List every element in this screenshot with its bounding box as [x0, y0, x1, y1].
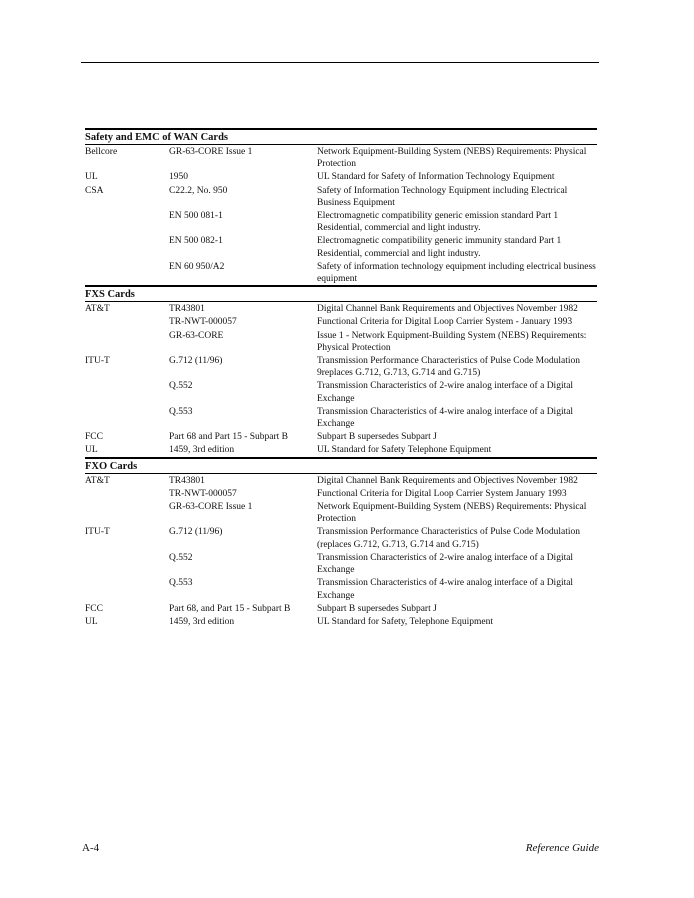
- header-rule: [81, 62, 599, 63]
- organization-cell: [85, 488, 169, 500]
- description-cell: Transmission Performance Characteristics of Pulse Code Modulation 9replaces G.712, G.713, G.714 and G.715): [317, 356, 580, 379]
- table-row: [85, 315, 597, 328]
- description-cell: UL Standard for Safety, Telephone Equipment: [317, 616, 494, 627]
- description-cell: Subpart B supersedes Subpart J: [317, 432, 437, 443]
- organization-cell: [85, 577, 169, 601]
- table-row: [85, 576, 597, 601]
- standards-section: [85, 128, 597, 285]
- organization-cell: ITU-T: [85, 527, 110, 538]
- table-row: [85, 379, 597, 404]
- organization-cell: [85, 330, 169, 354]
- standard-id-cell: 1950: [169, 172, 188, 183]
- organization-cell: [85, 235, 169, 259]
- section-title: FXO Cards: [85, 459, 597, 474]
- standard-id-cell: Q.553: [169, 578, 193, 589]
- section-title: FXS Cards: [85, 287, 597, 302]
- table-row: [85, 260, 597, 285]
- table-row: [85, 234, 597, 259]
- standard-id-cell: GR-63-CORE: [169, 330, 224, 341]
- table-row: [85, 615, 597, 628]
- standard-id-cell: G.712 (11/96): [169, 356, 223, 367]
- table-row: [85, 430, 597, 443]
- organization-cell: CSA: [85, 185, 104, 196]
- organization-cell: [85, 210, 169, 234]
- description-cell: Safety of information technology equipment including electrical business equipment: [317, 261, 596, 285]
- table-row: [85, 184, 597, 209]
- table-row: [85, 602, 597, 615]
- organization-cell: ITU-T: [85, 356, 110, 367]
- table-row: [85, 170, 597, 183]
- organization-cell: UL: [85, 616, 98, 627]
- standard-id-cell: TR43801: [169, 304, 205, 315]
- standard-id-cell: TR-NWT-000057: [169, 317, 237, 328]
- standard-id-cell: Part 68, and Part 15 - Subpart B: [169, 603, 291, 614]
- standard-id-cell: Q.552: [169, 552, 193, 563]
- organization-cell: [85, 316, 169, 328]
- table-row: [85, 551, 597, 576]
- standard-id-cell: Q.553: [169, 406, 193, 417]
- description-cell: Transmission Characteristics of 4-wire analog interface of a Digital Exchange: [317, 406, 574, 430]
- standard-id-cell: EN 60 950/A2: [169, 261, 225, 272]
- standard-id-cell: G.712 (11/96): [169, 527, 223, 538]
- table-row: [85, 354, 597, 379]
- standards-section: [85, 285, 597, 456]
- standard-id-cell: 1459, 3rd edition: [169, 445, 235, 456]
- description-cell: Network Equipment-Building System (NEBS) Requirements: Physical Protection: [317, 147, 587, 170]
- organization-cell: FCC: [85, 603, 103, 614]
- description-cell: Transmission Characteristics of 4-wire analog interface of a Digital Exchange: [317, 578, 574, 601]
- description-cell: Subpart B supersedes Subpart J: [317, 603, 437, 614]
- description-cell: Functional Criteria for Digital Loop Carrier System January 1993: [317, 488, 567, 499]
- table-row: [85, 487, 597, 500]
- table-row: [85, 500, 597, 525]
- organization-cell: FCC: [85, 432, 103, 443]
- organization-cell: AT&T: [85, 475, 110, 486]
- description-cell: UL Standard for Safety Telephone Equipment: [317, 445, 492, 456]
- page-number: A-4: [82, 842, 100, 854]
- organization-cell: AT&T: [85, 304, 110, 315]
- organization-cell: [85, 552, 169, 576]
- standards-section: [85, 457, 597, 628]
- organization-cell: [85, 406, 169, 430]
- section-title: Safety and EMC of WAN Cards: [85, 130, 597, 145]
- table-row: [85, 443, 597, 456]
- organization-cell: [85, 380, 169, 404]
- description-cell: Digital Channel Bank Requirements and Objectives November 1982: [317, 475, 578, 486]
- organization-cell: [85, 261, 169, 285]
- standard-id-cell: Part 68 and Part 15 - Subpart B: [169, 432, 289, 443]
- organization-cell: UL: [85, 445, 98, 456]
- guide-title: Reference Guide: [525, 842, 599, 854]
- description-cell: Transmission Performance Characteristics of Pulse Code Modulation (replaces G.712, G.713, G.714 and G.715): [317, 527, 580, 550]
- organization-cell: [85, 501, 169, 525]
- standard-id-cell: GR-63-CORE Issue 1: [169, 502, 253, 513]
- standard-id-cell: Q.552: [169, 381, 193, 392]
- standard-id-cell: C22.2, No. 950: [169, 185, 228, 196]
- description-cell: Network Equipment-Building System (NEBS) Requirements: Physical Protection: [317, 502, 587, 525]
- description-cell: Electromagnetic compatibility generic immunity standard Part 1 Residential, commercial and light industry.: [317, 236, 562, 259]
- table-row: [85, 145, 597, 170]
- table-row: [85, 329, 597, 354]
- table-row: [85, 302, 597, 315]
- standard-id-cell: EN 500 081-1: [169, 211, 223, 222]
- description-cell: Electromagnetic compatibility generic emission standard Part 1 Residential, commercial and light industry.: [317, 211, 559, 234]
- standard-id-cell: EN 500 082-1: [169, 236, 223, 247]
- organization-cell: UL: [85, 172, 98, 183]
- standards-table: [85, 128, 597, 628]
- organization-cell: Bellcore: [85, 147, 118, 157]
- table-row: [85, 405, 597, 430]
- table-row: [85, 474, 597, 487]
- description-cell: Functional Criteria for Digital Loop Carrier System - January 1993: [317, 317, 573, 328]
- description-cell: UL Standard for Safety of Information Technology Equipment: [317, 172, 555, 183]
- table-row: [85, 209, 597, 234]
- table-row: [85, 525, 597, 550]
- description-cell: Transmission Characteristics of 2-wire analog interface of a Digital Exchange: [317, 381, 574, 404]
- standard-id-cell: GR-63-CORE Issue 1: [169, 147, 253, 157]
- description-cell: Digital Channel Bank Requirements and Objectives November 1982: [317, 304, 578, 315]
- description-cell: Transmission Characteristics of 2-wire analog interface of a Digital Exchange: [317, 552, 574, 576]
- description-cell: Issue 1 - Network Equipment-Building System (NEBS) Requirements: Physical Protection: [317, 330, 587, 353]
- standard-id-cell: TR-NWT-000057: [169, 488, 237, 499]
- description-cell: Safety of Information Technology Equipment including Electrical Business Equipment: [317, 185, 568, 208]
- standard-id-cell: TR43801: [169, 475, 205, 486]
- standard-id-cell: 1459, 3rd edition: [169, 616, 235, 627]
